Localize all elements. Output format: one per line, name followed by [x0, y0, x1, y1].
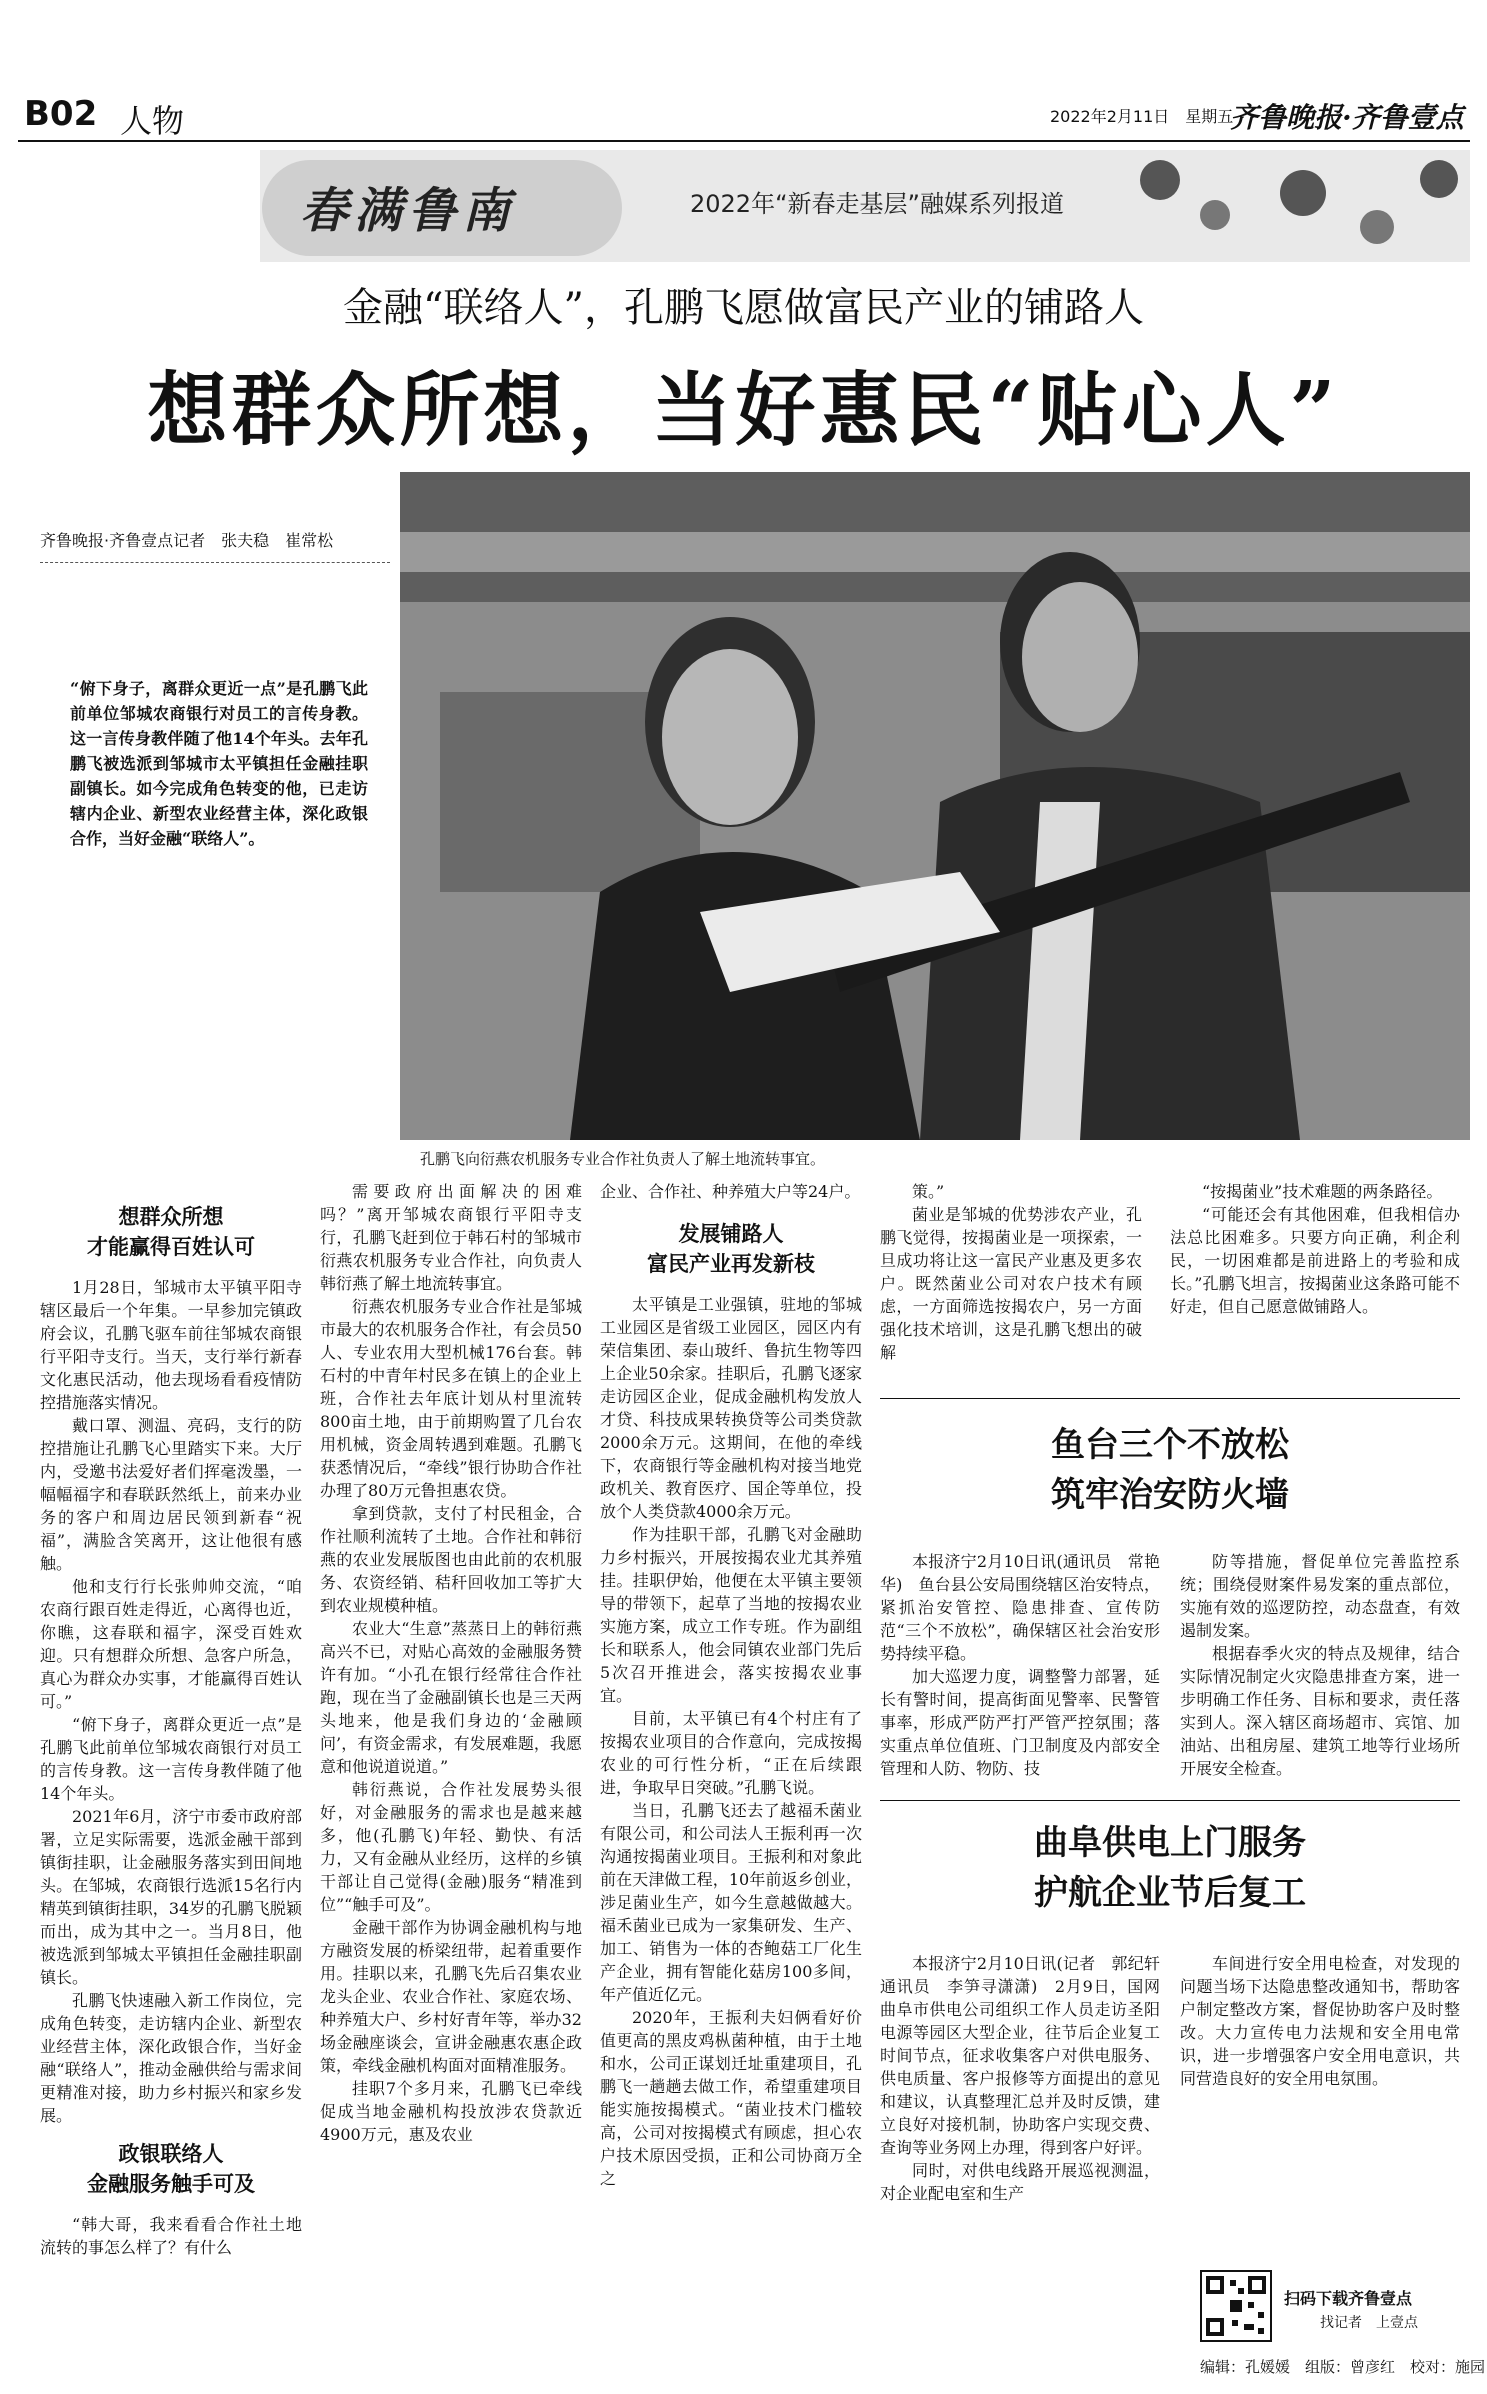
article-column-5: [1170, 1180, 1460, 1318]
photo-illustration: [400, 472, 1470, 1140]
section-title: 政银联络人 金融服务触手可及: [87, 2141, 255, 2196]
paragraph: 本报济宁2月10日讯(通讯员 常艳华) 鱼台县公安局围绕辖区治安特点，紧抓治安管控、隐患排查、宣传防范“三个不放松”，确保辖区社会治安形势持续平稳。: [880, 1552, 1160, 1663]
side-story-1-body-b: [1180, 1550, 1460, 1780]
paragraph: 金融干部作为协调金融机构与地方融资发展的桥梁纽带，起着重要作用。挂职以来，孔鹏飞先后召集农业龙头企业、农业合作社、家庭农场、种养殖大户、乡村好青年等，举办32场金融座谈会，宣讲金融惠农惠企政策，牵线金融机构面对面精准服务。: [320, 1918, 582, 2075]
paragraph: 他和支行行长张帅帅交流，“咱农商行跟百姓走得近，心离得也近，你瞧，这春联和福字，深受百姓欢迎。只有想群众所想、急客户所急，真心为群众办实事，才能赢得百姓认可。”: [40, 1577, 302, 1711]
article-lead: “俯下身子，离群众更近一点”是孔鹏飞此前单位邹城农商银行对员工的言传身教。这一言传身教伴随了他14个年头。去年孔鹏飞被选派到邹城市太平镇担任金融挂职副镇长。如今完成角色转变的他，已走访辖内企业、新型农业经营主体，深化政银合作，当好金融“联络人”。: [70, 679, 368, 848]
qr-label: 扫码下载齐鲁壹点: [1284, 2289, 1413, 2308]
blossom-icon: [1200, 200, 1230, 230]
paragraph: 韩衍燕说，合作社发展势头很好，对金融服务的需求也是越来越多，他(孔鹏飞)年轻、勤快、有活力，又有金融从业经历，这样的乡镇干部让自己觉得(金融)服务“精准到位”“触手可及”。: [320, 1780, 582, 1914]
column-paragraphs: [880, 1180, 1142, 1364]
paragraph: “俯下身子，离群众更近一点”是孔鹏飞此前单位邹城农商银行对员工的言传身教。这一言传身教伴随了他14个年头。: [40, 1715, 302, 1803]
byline-rule: [40, 562, 390, 563]
paragraph: “可能还会有其他困难，但我相信办法总比困难多。只要方向正确，利企利民，一切困难都是前进路上的考验和成长。”孔鹏飞坦言，按揭菌业这条路可能不好走，但自己愿意做铺路人。: [1170, 1205, 1460, 1316]
issue-date: 2022年2月11日 星期五: [1050, 107, 1234, 126]
side-story-2-body-a: [880, 1952, 1177, 2205]
section-title: 发展铺路人 富民产业再发新枝: [647, 1221, 815, 1276]
column-paragraphs: [600, 1293, 862, 2190]
column-paragraphs: [880, 1550, 1160, 1780]
article-column-1: [40, 1196, 302, 2259]
side-story-rule: [880, 1800, 1460, 1801]
qr-label-secondary: 找记者 上壹点: [1320, 2315, 1418, 2331]
paragraph: 农业大“生意”蒸蒸日上的韩衍燕高兴不已，对贴心高效的金融服务赞许有加。“小孔在银行经常往合作社跑，现在当了金融副镇长也是三天两头地来，他是我们身边的‘金融顾问’，有资金需求，有发展难题，我愿意和他说道说道。”: [320, 1619, 582, 1776]
paragraph: 同时，对供电线路开展巡视测温，对企业配电室和生产: [880, 2161, 1160, 2203]
paragraph: 1月28日，邹城市太平镇平阳寺辖区最后一个年集。一早参加完镇政府会议，孔鹏飞驱车前往邹城农商银行平阳寺支行。当天，支行举行新春文化惠民活动，他去现场看看疫情防控措施落实情况。: [40, 1278, 302, 1412]
article-column-2: [320, 1180, 582, 2146]
photo-caption: 孔鹏飞向衍燕农机服务专业合作社负责人了解土地流转事宜。: [420, 1150, 826, 1168]
article-photo: [400, 472, 1470, 1140]
paragraph: 孔鹏飞快速融入新工作岗位，完成角色转变，走访辖内企业、新型农业经营主体，深化政银合作，当好金融“联络人”，推动金融供给与需求间更精准对接，助力乡村振兴和家乡发展。: [40, 1991, 302, 2125]
paragraph: 衍燕农机服务专业合作社是邹城市最大的农机服务合作社，有会员50人、专业农用大型机械176台套。韩石村的中青年村民多在镇上的企业上班，合作社去年底计划从村里流转800亩土地，由于前期购置了几台农用机械，资金周转遇到难题。孔鹏飞获悉情况后，“牵线”银行协助合作社办理了80万元鲁担惠农贷。: [320, 1297, 582, 1500]
paragraph: 挂职7个多月来，孔鹏飞已牵线促成当地金融机构投放涉农贷款近4900万元，惠及农业: [320, 2079, 582, 2144]
blossom-icon: [1420, 160, 1458, 198]
column-paragraphs: [1170, 1180, 1460, 1318]
side-story-2-title: 曲阜供电上门服务 护航企业节后复工: [1034, 1823, 1306, 1913]
paragraph: 作为挂职干部，孔鹏飞对金融助力乡村振兴，开展按揭农业尤其养殖挂。挂职伊始，他便在太平镇主要领导的带领下，起草了当地的按揭农业实施方案，成立工作专班。作为副组长和联系人，他会同镇农业部门先后5次召开推进会，落实按揭农业事宜。: [600, 1525, 862, 1705]
paragraph: 企业、合作社、种养殖大户等24户。: [600, 1182, 861, 1201]
page-code: B02: [24, 94, 98, 134]
paragraph: 当日，孔鹏飞还去了越福禾菌业有限公司，和公司法人王振利再一次沟通按揭菌业项目。王振利和对象此前在天津做工程，10年前返乡创业，涉足菌业生产，如今生意越做越大。福禾菌业已成为一家集研发、生产、加工、销售为一体的杏鲍菇工厂化生产企业，拥有智能化菇房100多间，年产值近亿元。: [600, 1801, 862, 2004]
qr-code-pattern: [1202, 2272, 1270, 2340]
side-story-1-title: 鱼台三个不放松 筑牢治安防火墙: [1051, 1425, 1289, 1515]
blossom-icon: [1280, 170, 1326, 216]
paragraph: “按揭菌业”技术难题的两条路径。: [1202, 1182, 1443, 1201]
blossom-icon: [1360, 210, 1394, 244]
column-paragraphs: [320, 1180, 582, 2146]
section-name: 人物: [120, 102, 185, 140]
paragraph: 加大巡逻力度，调整警力部署，延长有警时间，提高街面见警率、民警管事率，形成严防严打严管严控氛围；落实重点单位值班、门卫制度及内部安全管理和人防、物防、技: [880, 1667, 1160, 1778]
paragraph: 菌业是邹城的优势涉农产业，孔鹏飞觉得，按揭菌业是一项探索，一旦成功将让这一富民产业惠及更多农户。既然菌业公司对农户技术有顾虑，一方面筛选按揭农户，另一方面强化技术培训，这是孔鹏飞想出的破解: [880, 1205, 1142, 1362]
article-subhead: 金融“联络人”，孔鹏飞愿做富民产业的铺路人: [343, 285, 1144, 331]
paragraph: 策。”: [912, 1182, 945, 1201]
article-headline: 想群众所想，当好惠民“贴心人”: [147, 363, 1340, 457]
paragraph: 戴口罩、测温、亮码，支行的防控措施让孔鹏飞心里踏实下来。大厅内，受邀书法爱好者们挥毫泼墨，一幅幅福字和春联跃然纸上，前来办业务的客户和周边居民领到新春“祝福”，满脸含笑离开，这让他很有感触。: [40, 1416, 302, 1573]
blossom-icon: [1140, 160, 1180, 200]
article-column-3: [600, 1180, 862, 2190]
paragraph: 2020年，王振利夫妇俩看好价值更高的黑皮鸡枞菌种植，由于土地和水，公司正谋划迁址重建项目，孔鹏飞一趟趟去做工作，希望重建项目能实施按揭模式。“菌业技术门槛较高，公司对按揭模式有顾虑，担心农户技术原因受损，正和公司协商万全之: [600, 2008, 862, 2188]
paragraph: 拿到贷款，支付了村民租金，合作社顺利流转了土地。合作社和韩衍燕的农业发展版图也由此前的农机服务、农资经销、秸秆回收加工等扩大到农业规模种植。: [320, 1504, 582, 1615]
article-column-4: [880, 1180, 1142, 1364]
paragraph: 本报济宁2月10日讯(记者 郭纪轩 通讯员 李笋寻潇潇) 2月9日，国网曲阜市供电公司组织工作人员走访圣阳电源等园区大型企业，往节后企业复工时间节点，征求收集客户对供电服务、供电质量、客户报修等方面提出的意见和建议，认真整理汇总并及时反馈，建立良好对接机制，协助客户实现交费、查询等业务网上办理，得到客户好评。: [880, 1954, 1177, 2157]
article-end-rule: [880, 1398, 1460, 1399]
paragraph: 太平镇是工业强镇，驻地的邹城工业园区是省级工业园区，园区内有荣信集团、泰山玻纤、鲁抗生物等四上企业50余家。挂职后，孔鹏飞逐家走访园区企业，促成金融机构发放人才贷、科技成果转换贷等公司类贷款2000余万元。这期间，在他的牵线下，农商银行等金融机构对接当地党政机关、教育医疗、国企等单位，投放个人类贷款4000余万元。: [600, 1295, 862, 1521]
paragraph: 目前，太平镇已有4个村庄有了按揭农业项目的合作意向，完成按揭农业的可行性分析，“正在后续跟进，争取早日突破。”孔鹏飞说。: [600, 1709, 862, 1797]
paragraph: 2021年6月，济宁市委市政府部署，立足实际需要，选派金融干部到镇街挂职，让金融服务落实到田间地头。在邹城，农商银行选派15名行内精英到镇街挂职，34岁的孔鹏飞脱颖而出，成为其中之一。当月8日，他被选派到邹城太平镇担任金融挂职副镇长。: [40, 1807, 302, 1987]
article-byline: 齐鲁晚报·齐鲁壹点记者 张夫稳 崔常松: [40, 531, 334, 550]
paragraph: “韩大哥，我来看看合作社土地流转的事怎么样了？有什么: [40, 2215, 302, 2257]
paragraph: 需要政府出面解决的困难吗？”离开邹城农商银行平阳寺支行，孔鹏飞赶到位于韩石村的邹城市衍燕农机服务专业合作社，向负责人韩衍燕了解土地流转事宜。: [320, 1182, 582, 1293]
paragraph: 根据春季火灾的特点及规律，结合实际情况制定火灾隐患排查方案，进一步明确工作任务、目标和要求，责任落实到人。深入辖区商场超市、宾馆、加油站、出租房屋、建筑工地等行业场所开展安全检查。: [1180, 1644, 1460, 1778]
editor-credits: 编辑：孔媛媛 组版：曾彦红 校对：施园: [1200, 2358, 1486, 2376]
side-story-2-body-b: [1180, 1952, 1460, 2090]
paragraph: 防等措施，督促单位完善监控系统；围绕侵财案件易发案的重点部位，实施有效的巡逻防控，动态盘查，有效遏制发案。: [1180, 1552, 1460, 1640]
column-paragraphs: [1180, 1952, 1460, 2090]
section-title: 想群众所想 才能赢得百姓认可: [87, 1204, 255, 1259]
banner-title: 春满鲁南: [300, 183, 517, 239]
header-rule: [18, 140, 1470, 142]
qr-code-icon[interactable]: [1200, 2270, 1272, 2342]
column-paragraphs: [880, 1952, 1177, 2205]
column-paragraphs: [1180, 1550, 1460, 1780]
newspaper-brand: 齐鲁晚报·齐鲁壹点: [1230, 101, 1464, 134]
paragraph: 车间进行安全用电检查，对发现的问题当场下达隐患整改通知书，帮助客户制定整改方案，督促协助客户及时整改。大力宣传电力法规和安全用电常识，进一步增强客户安全用电意识，共同营造良好的安全用电氛围。: [1180, 1954, 1460, 2088]
side-story-1-body-a: [880, 1550, 1160, 1780]
column-paragraphs: [40, 1276, 302, 2127]
banner-subtitle: 2022年“新春走基层”融媒系列报道: [690, 190, 1064, 218]
